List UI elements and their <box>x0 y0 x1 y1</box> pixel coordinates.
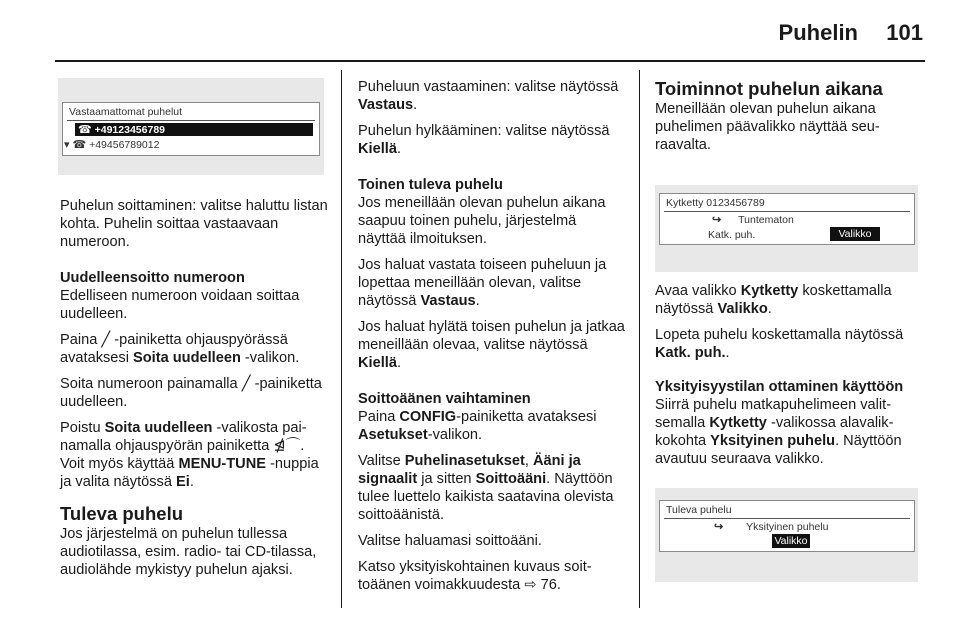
missed-call-entry[interactable] <box>64 138 314 151</box>
paragraph: Puheluun vastaaminen: valitse näytössä Vastaus. <box>358 79 619 113</box>
paragraph: Siirrä puhelu matkapuhelimeen valitsemalla Kytketty -valikossa alavalikkokohta Yksityinen puhelu. Näyttöön avautuu seuraava valikko. <box>655 397 902 467</box>
section-heading-ringtone: Soittoäänen vaihtaminen <box>358 391 531 407</box>
column-3-top <box>655 78 920 162</box>
private-call-screenshot <box>655 488 918 582</box>
paragraph: Valitse Puhelinasetukset, Ääni ja signaalit ja sitten Soittoääni. Näyttöön tulee luettelo kaikista saatavina olevista soittoäänistä. <box>358 453 614 523</box>
paragraph: Edelliseen numeroon voidaan soittaa uudelleen. <box>60 288 300 322</box>
section-heading-private-mode: Yksityisyystilan ottaminen käyttöön <box>655 379 904 395</box>
screen-divider <box>664 518 910 519</box>
paragraph: Avaa valikko Kytketty koskettamalla näytössä Valikko. <box>655 283 892 317</box>
paragraph: Lopeta puhelu koskettamalla näytössä Katk. puh.. <box>655 327 904 361</box>
voice-icon: ⋬ <box>273 438 286 454</box>
reference-arrow-icon: ⇨ <box>524 577 537 593</box>
screen-divider <box>664 211 910 212</box>
private-call-title: Tuleva puhelu <box>666 504 732 516</box>
phone-icon: ╱ <box>241 376 251 392</box>
paragraph: Soita numeroon painamalla ╱ -painiketta uudelleen. <box>60 376 322 410</box>
page-number: 101 <box>886 20 923 45</box>
paragraph: Paina ╱ -painiketta ohjauspyörässä avataksesi Soita uudelleen -valikon. <box>60 332 300 366</box>
paragraph: Meneillään olevan puhelun aikana puhelimen päävalikko näyttää seuraavalta. <box>655 101 880 153</box>
column-3-bottom <box>655 282 923 476</box>
screen-divider <box>67 120 315 121</box>
private-call-screen <box>659 500 915 552</box>
column-2 <box>358 78 628 602</box>
paragraph: Valitse haluamasi soittoääni. <box>358 533 542 549</box>
hangup-icon: ⌒ <box>285 438 301 454</box>
missed-calls-title: Vastaamattomat puhelut <box>69 106 183 118</box>
missed-call-number: +49456789012 <box>89 139 160 151</box>
paragraph: Jos meneillään olevan puhelun aikana saapuu toinen puhelu, järjestelmä näyttää ilmoituksen. <box>358 195 606 247</box>
paragraph: Jos haluat vastata toiseen puheluun ja lopettaa meneillään olevan, valitse näytössä Vastaus. <box>358 257 607 309</box>
missed-calls-screen <box>62 102 320 156</box>
missed-calls-screenshot <box>58 78 324 175</box>
end-call-button[interactable]: Katk. puh. <box>708 229 756 241</box>
menu-button[interactable]: Valikko <box>830 227 880 241</box>
header-divider <box>55 60 925 62</box>
paragraph: Katso yksityiskohtainen kuvaus soittoäänen voimakkuudesta ⇨ 76. <box>358 559 592 593</box>
active-call-caller-row <box>712 213 794 226</box>
paragraph: Poistu Soita uudelleen -valikosta painamalla ohjauspyörän painiketta ⋬⌒. Voit myös käyttää MENU-TUNE -nuppia ja valita näytössä Ei. <box>60 420 319 490</box>
call-forward-icon: ↪ <box>714 521 724 533</box>
section-heading-during-call: Toiminnot puhelun aikana <box>655 78 883 99</box>
paragraph: Jos järjestelmä on puhelun tullessa audiotilassa, esim. radio- tai CD-tilassa, audiolähde mykistyy puhelun ajaksi. <box>60 526 317 578</box>
paragraph: Puhelun hylkääminen: valitse näytössä Kiellä. <box>358 123 610 157</box>
caller-name: Tuntematon <box>738 214 794 226</box>
column-divider-1 <box>341 70 342 608</box>
active-call-screenshot <box>655 185 918 272</box>
menu-button[interactable]: Valikko <box>772 534 810 548</box>
page-header-title: Puhelin <box>778 20 858 45</box>
paragraph: Jos haluat hylätä toisen puhelun ja jatkaa meneillään olevaa, valitse näytössä Kiellä. <box>358 319 625 371</box>
column-divider-2 <box>639 70 640 608</box>
call-forward-icon: ↪ <box>712 214 722 226</box>
section-heading-second-call: Toinen tuleva puhelu <box>358 177 503 193</box>
phone-icon: ╱ <box>101 332 111 348</box>
active-call-title: Kytketty 0123456789 <box>666 197 765 209</box>
private-call-option[interactable]: Yksityinen puhelu <box>746 521 829 533</box>
section-heading-redial: Uudelleensoitto numeroon <box>60 270 245 286</box>
column-1 <box>60 197 328 587</box>
missed-call-entry-selected[interactable] <box>75 123 313 136</box>
paragraph: Puhelun soittaminen: valitse haluttu listan kohta. Puhelin soittaa vastaavaan numeroon. <box>60 198 328 250</box>
section-heading-incoming: Tuleva puhelu <box>60 503 184 524</box>
phone-icon: ☎ <box>78 124 92 136</box>
paragraph: Paina CONFIG-painiketta avataksesi Asetukset-valikon. <box>358 409 597 443</box>
active-call-screen <box>659 193 915 245</box>
missed-call-number: +49123456789 <box>94 124 165 136</box>
private-call-row <box>714 520 828 533</box>
arrow-down-icon: ▾ <box>64 139 70 151</box>
phone-icon: ☎ <box>72 139 87 151</box>
